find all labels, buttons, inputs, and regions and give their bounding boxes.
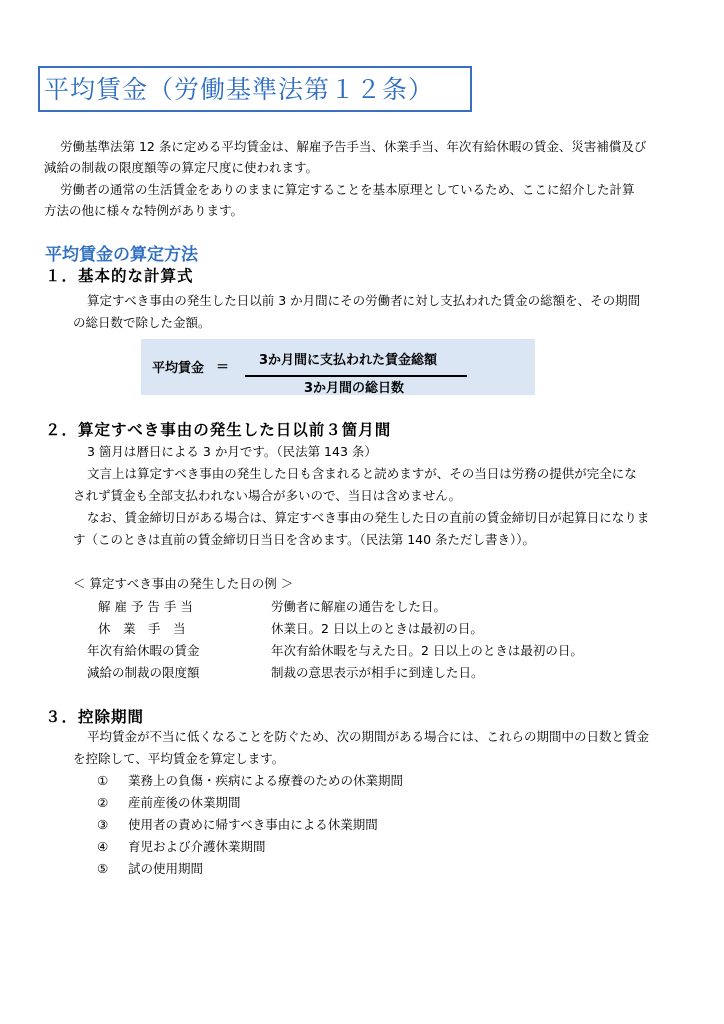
intro-p1-line2: 減給の制裁の限度額等の算定尺度に使われます。 bbox=[44, 160, 319, 175]
section2-heading: ２．算定すべき事由の発生した日以前３箇月間 bbox=[45, 421, 392, 439]
list-item-number: ② bbox=[97, 795, 109, 810]
example-desc: 休業日。2 日以上のときは最初の日。 bbox=[271, 621, 483, 636]
list-item-number: ③ bbox=[97, 817, 109, 832]
section1-line1: 算定すべき事由の発生した日以前 3 か月間にその労働者に対し支払われた賃金の総額を、その期間 bbox=[87, 293, 641, 308]
example-desc: 制裁の意思表示が相手に到達した日。 bbox=[271, 665, 484, 680]
example-desc: 年次有給休暇を与えた日。2 日以上のときは最初の日。 bbox=[271, 643, 583, 658]
list-item-number: ④ bbox=[97, 839, 109, 854]
intro-p2-line1: 労働者の通常の生活賃金をありのままに算定することを基本原理としているため、ここに紹介した計算 bbox=[60, 182, 635, 197]
examples-header: ＜ 算定すべき事由の発生した日の例 ＞ bbox=[73, 576, 294, 591]
section3-heading: ３．控除期間 bbox=[45, 708, 145, 726]
list-item-number: ① bbox=[97, 773, 109, 788]
section2-line4: なお、賃金締切日がある場合は、算定すべき事由の発生した日の直前の賃金締切日が起算日になりま bbox=[87, 510, 650, 525]
section2-line2: 文言上は算定すべき事由の発生した日も含まれると読めますが、その当日は労務の提供が完全にな bbox=[87, 466, 637, 481]
list-item: 業務上の負傷・疾病による療養のための休業期間 bbox=[128, 773, 404, 788]
intro-p1-line1: 労働基準法第 12 条に定める平均賃金は、解雇予告手当、休業手当、年次有給休暇の賃金、災害補償及び bbox=[60, 139, 647, 154]
formula-equals: ＝ bbox=[216, 360, 230, 375]
list-item: 育児および介護休業期間 bbox=[128, 839, 266, 854]
list-item: 使用者の責めに帰すべき事由による休業期間 bbox=[128, 817, 378, 832]
calc-section-title: 平均賃金の算定方法 bbox=[45, 245, 198, 265]
section1-line2: の総日数で除した金額。 bbox=[73, 315, 211, 330]
example-term: 年次有給休暇の賃金 bbox=[87, 643, 200, 658]
section2-line5: す（このときは直前の賃金締切日当日を含めます。（民法第 140 条ただし書き））。 bbox=[73, 532, 536, 547]
page-title: 平均賃金（労働基準法第１２条） bbox=[44, 75, 435, 104]
example-term: 減給の制裁の限度額 bbox=[87, 665, 200, 680]
list-item: 産前産後の休業期間 bbox=[128, 795, 241, 810]
formula-denominator: 3か月間の総日数 bbox=[304, 381, 405, 396]
intro-p2-line2: 方法の他に様々な特例があります。 bbox=[44, 203, 244, 218]
section2-line3: されず賃金も全部支払われない場合が多いので、当日は含めません。 bbox=[73, 488, 462, 503]
list-item-number: ⑤ bbox=[97, 861, 109, 876]
formula-numerator: 3か月間に支払われた賃金総額 bbox=[259, 353, 438, 368]
section2-line1: 3 箇月は暦日による 3 か月です。（民法第 143 条） bbox=[87, 444, 377, 459]
example-desc: 労働者に解雇の通告をした日。 bbox=[271, 599, 447, 614]
formula-label: 平均賃金 bbox=[152, 361, 205, 376]
section3-line1: 平均賃金が不当に低くなることを防ぐため、次の期間がある場合には、これらの期間中の日数と賃金 bbox=[87, 729, 650, 744]
section3-line2: を控除して、平均賃金を算定します。 bbox=[73, 751, 285, 766]
list-item: 試の使用期間 bbox=[128, 861, 204, 876]
example-term: 休 業 手 当 bbox=[98, 621, 186, 636]
example-term: 解 雇 予 告 手 当 bbox=[98, 599, 193, 614]
section1-heading: １．基本的な計算式 bbox=[45, 267, 194, 285]
